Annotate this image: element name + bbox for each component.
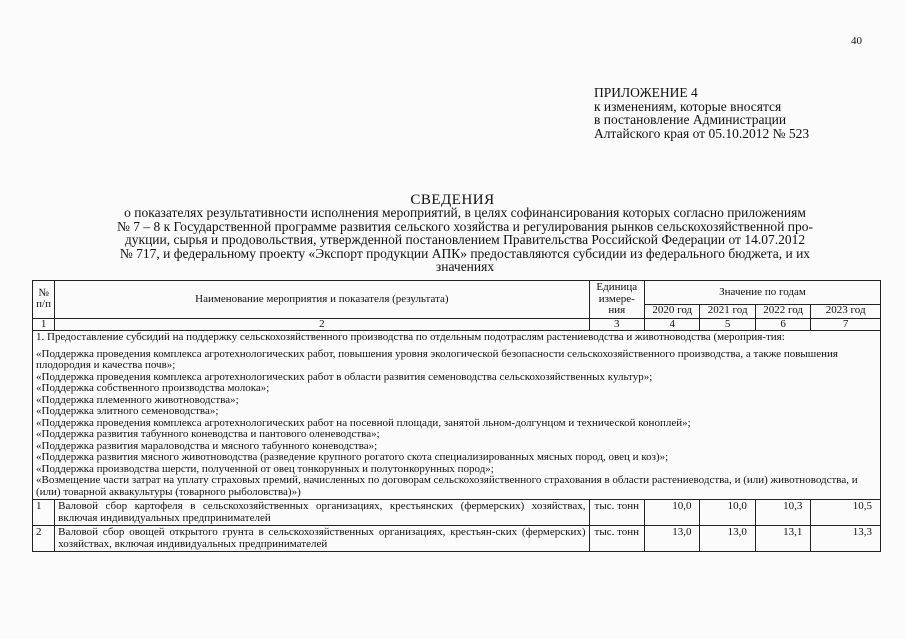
subtitle-line: о показателях результативности исполнения мероприятий, в целях софинансирования которых согласно приложениям (124, 205, 806, 220)
row-unit: тыс. тонн (589, 526, 644, 552)
header-year: 2021 год (700, 305, 755, 318)
section-item: «Поддержка проведения комплекса агротехнологических работ в области развития семеноводства сельскохозяйственных культур»; (36, 370, 653, 383)
appendix-block (594, 86, 809, 140)
column-number: 6 (755, 318, 810, 331)
column-number: 3 (589, 318, 644, 331)
column-number: 2 (55, 318, 589, 331)
table-row (33, 500, 881, 526)
row-value: 13,1 (755, 526, 810, 552)
column-number: 7 (811, 318, 881, 331)
row-value: 10,3 (755, 500, 810, 526)
section-lead: 1. Предоставление субсидий на поддержку сельскохозяйственного производства по отдельным подотраслям растениеводства и животноводства (мероприя-тия: (36, 331, 785, 343)
row-value: 13,0 (700, 526, 755, 552)
row-indicator: Валовой сбор картофеля в сельскохозяйственных организациях, крестьянских (фермерских) хозяйствах, включая индивидуальных предпринимателей (55, 500, 589, 526)
indicators-table (32, 280, 881, 552)
section-item: «Поддержка элитного семеноводства»; (36, 405, 219, 417)
column-numbers-row (33, 318, 881, 331)
document-subtitle (70, 206, 860, 274)
column-number: 5 (700, 318, 755, 331)
section-item: «Поддержка развития мясного животноводства (разведение крупного рогатого скота специализированных мясных пород, овец и коз)»; (36, 451, 669, 463)
section-row (33, 331, 881, 500)
header-name: Наименование мероприятия и показателя (результата) (55, 281, 589, 319)
header-unit: Единица измере-ния (589, 281, 644, 319)
header-num: № п/п (33, 281, 55, 319)
header-year: 2020 год (645, 305, 700, 318)
subtitle-line: дукции, сырья и продовольствия, утвержденной постановлением Правительства Российской Федерации от 14.07.2012 (124, 232, 806, 247)
row-indicator: Валовой сбор овощей открытого грунта в сельскохозяйственных организациях, крестьян-ских (фермерских) хозяйствах, включая индивидуальных предпринимателей (55, 526, 589, 552)
document-title: СВЕДЕНИЯ (410, 192, 495, 208)
table-row (33, 526, 881, 552)
row-unit: тыс. тонн (589, 500, 644, 526)
page-number: 40 (851, 35, 862, 47)
row-value: 10,0 (645, 500, 700, 526)
appendix-title: ПРИЛОЖЕНИЕ 4 (594, 85, 698, 100)
column-number: 1 (33, 318, 55, 331)
section-item: «Поддержка развития табунного коневодства и пантового оленеводства»; (36, 428, 380, 440)
subtitle-line: № 7 – 8 к Государственной программе развития сельского хозяйства и регулирования рынков сельскохозяйственной про- (116, 218, 813, 234)
section-item: «Возмещение части затрат на уплату страховых премий, начисленных по договорам сельскохозяйственного страхования в области растениеводства, и (или) животноводства, и (или) товарной аквакультуры (товарного рыболовства)») (36, 474, 858, 498)
header-year: 2022 год (755, 305, 810, 318)
section-item: «Поддержка племенного животноводства»; (36, 393, 239, 406)
row-num: 2 (33, 526, 55, 552)
section-item: «Поддержка проведения комплекса агротехнологических работ, повышения уровня экологической безопасности сельскохозяйственного производства, а также повышения плодородия и качества почв»; (36, 347, 838, 371)
subtitle-line: значениях (435, 259, 495, 274)
row-value: 10,5 (811, 500, 881, 526)
row-value: 13,3 (811, 526, 881, 552)
column-number: 4 (645, 318, 700, 331)
section-item: «Поддержка собственного производства молока»; (36, 382, 270, 394)
table-header-row (33, 281, 881, 305)
section-item: «Поддержка проведения комплекса агротехнологических работ на посевной площади, занятой льном-долгунцом и технической коноплей»; (36, 416, 691, 429)
appendix-line: Алтайского края от 05.10.2012 № 523 (594, 125, 810, 141)
row-value: 13,0 (645, 526, 700, 552)
row-value: 10,0 (700, 500, 755, 526)
subtitle-line: № 717, и федеральному проекту «Экспорт продукции АПК» предоставляются субсидии из федерального бюджета, и их (119, 245, 811, 261)
section-cell (33, 331, 881, 500)
header-values-group: Значение по годам (645, 281, 881, 305)
row-num: 1 (33, 500, 55, 526)
section-item: «Поддержка развития мараловодства и мясного табунного коневодства»; (36, 439, 378, 452)
appendix-line: к изменениям, которые вносятся (594, 98, 782, 114)
header-year: 2023 год (811, 305, 881, 318)
section-item: «Поддержка производства шерсти, полученной от овец тонкорунных и полутонкорунных пород»; (36, 462, 494, 475)
appendix-line: в постановление Администрации (594, 112, 787, 127)
